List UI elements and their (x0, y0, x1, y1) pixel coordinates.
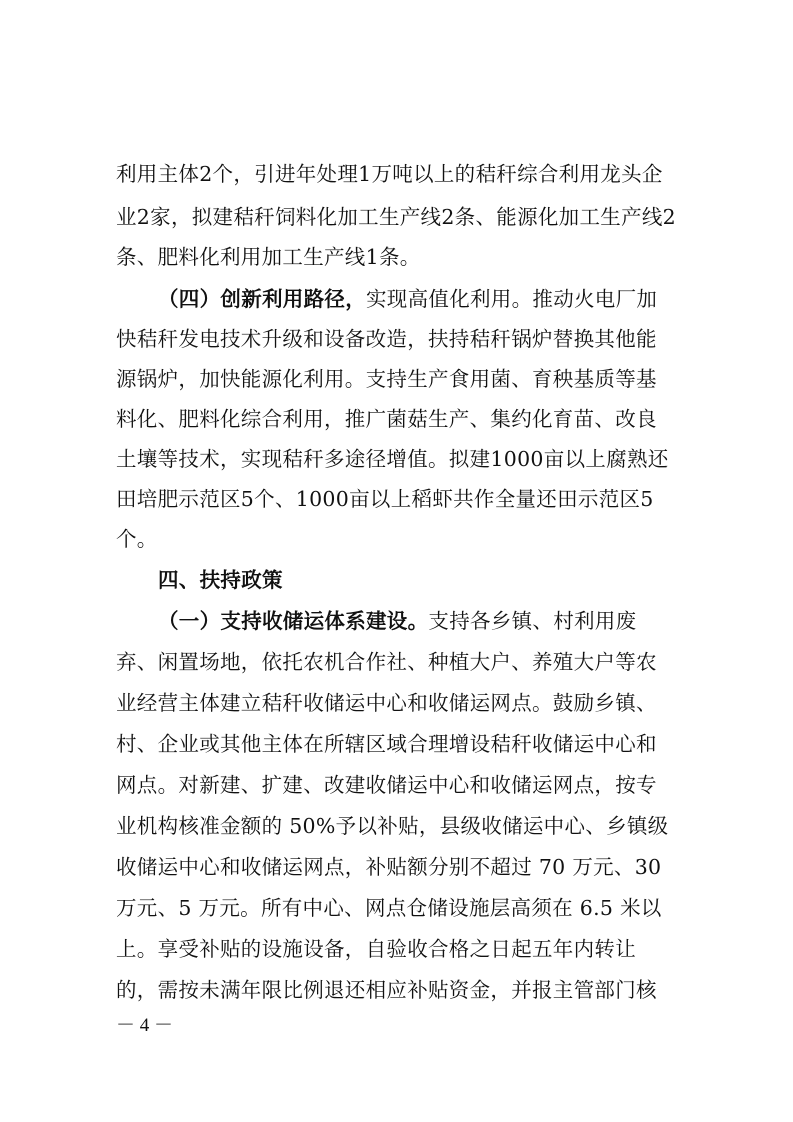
paragraph-line: 业2家，拟建秸秆饲料化加工生产线2条、能源化加工生产线2 (116, 205, 677, 229)
paragraph-line: 弃、闲置场地，依托农机合作社、种植大户、养殖大户等农 (116, 650, 657, 674)
paragraph-line: 万元、5 万元。所有中心、网点仓储设施层高须在 6.5 米以 (116, 896, 662, 920)
paragraph-line: 业经营主体建立秸秆收储运中心和收储运网点。鼓励乡镇、 (116, 691, 657, 715)
paragraph-line: 田培肥示范区5个、1000亩以上稻虾共作全量还田示范区5 (116, 487, 654, 511)
paragraph-line: 收储运中心和收储运网点，补贴额分别不超过 70 万元、30 (116, 855, 662, 879)
paragraph-line (158, 287, 686, 311)
subheading-innovate-paths: （四）创新利用路径， (158, 287, 366, 311)
paragraph-text: 实现高值化利用。推动火电厂加 (366, 287, 658, 311)
paragraph-line: 个。 (116, 527, 158, 551)
paragraph-line: 条、肥料化利用加工生产线1条。 (116, 245, 421, 269)
page-number: － 4 － (116, 1015, 174, 1036)
paragraph-line: 的，需按未满年限比例退还相应补贴资金，并报主管部门核 (116, 978, 657, 1002)
paragraph-line (158, 609, 686, 633)
paragraph-line: 利用主体2个，引进年处理1万吨以上的秸秆综合利用龙头企 (116, 162, 663, 186)
paragraph-line: 快秸秆发电技术升级和设备改造，扶持秸秆锅炉替换其他能 (116, 327, 657, 351)
paragraph-line: 村、企业或其他主体在所辖区域合理增设秸秆收储运中心和 (116, 732, 657, 756)
paragraph-line: 源锅炉，加快能源化利用。支持生产食用菌、育秧基质等基 (116, 367, 657, 391)
section-heading: 四、扶持政策 (158, 568, 283, 592)
paragraph-line: 料化、肥料化综合利用，推广菌菇生产、集约化育苗、改良 (116, 407, 657, 431)
paragraph-line: 网点。对新建、扩建、改建收储运中心和收储运网点，按专 (116, 773, 657, 797)
subheading-storage-system: （一）支持收储运体系建设。 (158, 609, 429, 633)
paragraph-line: 土壤等技术，实现秸秆多途径增值。拟建1000亩以上腐熟还 (116, 447, 669, 471)
paragraph-text: 支持各乡镇、村利用废 (428, 609, 637, 633)
paragraph-line: 业机构核准金额的 50%予以补贴，县级收储运中心、乡镇级 (116, 814, 669, 838)
paragraph-line: 上。享受补贴的设施设备，自验收合格之日起五年内转让 (116, 937, 636, 961)
